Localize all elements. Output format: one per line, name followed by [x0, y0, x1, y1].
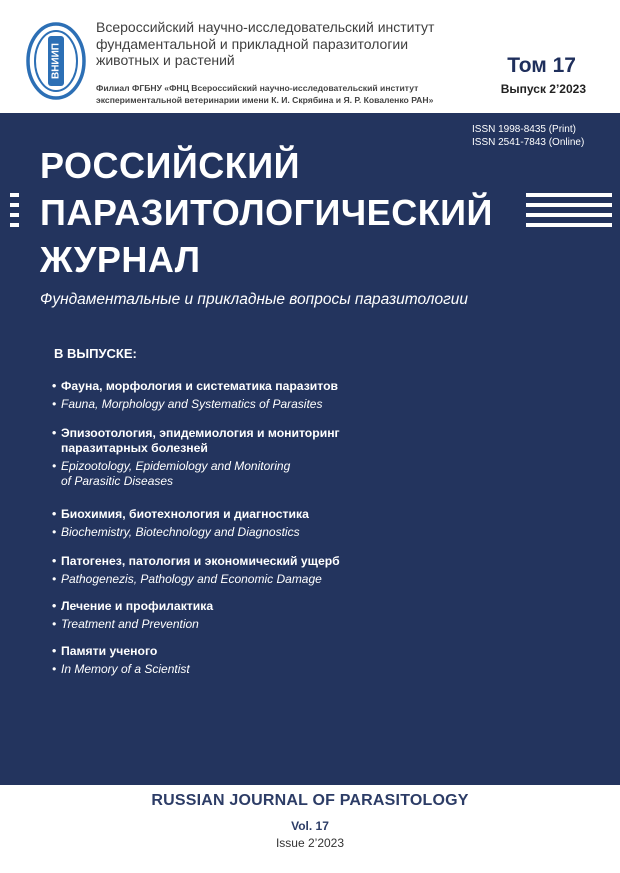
in-issue-heading: В ВЫПУСКЕ:	[54, 346, 137, 361]
logo-text: ВНИИП	[50, 42, 62, 80]
title-line: ПАРАЗИТОЛОГИЧЕСКИЙ	[40, 192, 493, 233]
left-stripes-decoration	[10, 193, 19, 233]
bullet-icon: •	[52, 572, 57, 586]
stripe	[526, 213, 612, 217]
right-stripes-decoration	[526, 193, 612, 233]
cover-footer	[0, 785, 620, 873]
section-item	[52, 599, 572, 632]
stripe	[526, 223, 612, 227]
section-title-en-cont: of Parasitic Diseases	[61, 474, 174, 488]
bullet-icon: •	[52, 599, 57, 613]
section-title-ru: Лечение и профилактика	[61, 599, 214, 613]
section-title-en: Epizootology, Epidemiology and Monitoring	[61, 459, 291, 473]
section-title-en: Treatment and Prevention	[61, 617, 199, 631]
institute-line: животных и растений	[96, 52, 235, 68]
section-item	[52, 507, 572, 540]
branch-line: экспериментальной ветеринарии имени К. И. Скрябина и Я. Р. Коваленко РАН»	[96, 94, 434, 105]
journal-title	[40, 142, 560, 283]
section-item	[52, 554, 572, 587]
issue-en: Issue 2’2023	[275, 836, 345, 850]
stripe	[10, 213, 19, 217]
volume-label: Том 17	[507, 54, 576, 77]
issn-print: ISSN 1998-8435 (Print)	[472, 124, 576, 135]
bullet-icon: •	[52, 379, 57, 393]
institute-line: Всероссийский научно-исследовательский институт	[96, 19, 435, 35]
institute-branch	[96, 83, 486, 106]
bullet-icon: •	[52, 459, 57, 473]
bullet-icon: •	[52, 644, 57, 658]
stripe	[526, 203, 612, 207]
section-title-en: In Memory of a Scientist	[61, 662, 190, 676]
section-item	[52, 379, 572, 412]
section-title-ru: Биохимия, биотехнология и диагностика	[61, 507, 309, 521]
section-title-ru: Фауна, морфология и систематика паразитов	[61, 379, 339, 393]
section-title-ru: Патогенез, патология и экономический ущерб	[61, 554, 340, 568]
issn-online: ISSN 2541-7843 (Online)	[472, 137, 585, 148]
section-title-en: Pathogenezis, Pathology and Economic Damage	[61, 572, 322, 586]
section-title-ru-cont: паразитарных болезней	[61, 441, 208, 455]
issue-label: Выпуск 2’2023	[500, 82, 586, 96]
bullet-icon: •	[52, 426, 57, 440]
bullet-icon: •	[52, 554, 57, 568]
stripe	[526, 193, 612, 197]
bullet-icon: •	[52, 662, 57, 676]
bullet-icon: •	[52, 397, 57, 411]
branch-line: Филиал ФГБНУ «ФНЦ Всероссийский научно-исследовательский институт	[96, 83, 419, 93]
section-title-ru: Эпизоотология, эпидемиология и мониторинг	[61, 426, 340, 440]
bullet-icon: •	[52, 507, 57, 521]
institute-logo-icon	[26, 22, 86, 100]
stripe	[10, 203, 19, 207]
journal-subtitle: Фундаментальные и прикладные вопросы паразитологии	[40, 291, 469, 308]
stripe	[10, 223, 19, 227]
bullet-icon: •	[52, 617, 57, 631]
stripe	[10, 193, 19, 197]
volume-en: Vol. 17	[291, 819, 329, 833]
section-item	[52, 644, 572, 677]
section-title-en: Biochemistry, Biotechnology and Diagnostics	[61, 525, 300, 539]
section-title-en: Fauna, Morphology and Systematics of Parasites	[61, 397, 323, 411]
institute-line: фундаментальной и прикладной паразитологии	[96, 35, 409, 52]
cover-header	[0, 0, 620, 113]
cover-main-band	[0, 113, 620, 785]
institute-name	[96, 19, 456, 69]
journal-title-en: RUSSIAN JOURNAL OF PARASITOLOGY	[151, 792, 469, 809]
title-line: ЖУРНАЛ	[40, 239, 201, 280]
section-title-ru: Памяти ученого	[61, 644, 158, 658]
section-item	[52, 426, 572, 489]
section-list	[52, 379, 572, 686]
title-line: РОССИЙСКИЙ	[40, 145, 301, 186]
bullet-icon: •	[52, 525, 57, 539]
